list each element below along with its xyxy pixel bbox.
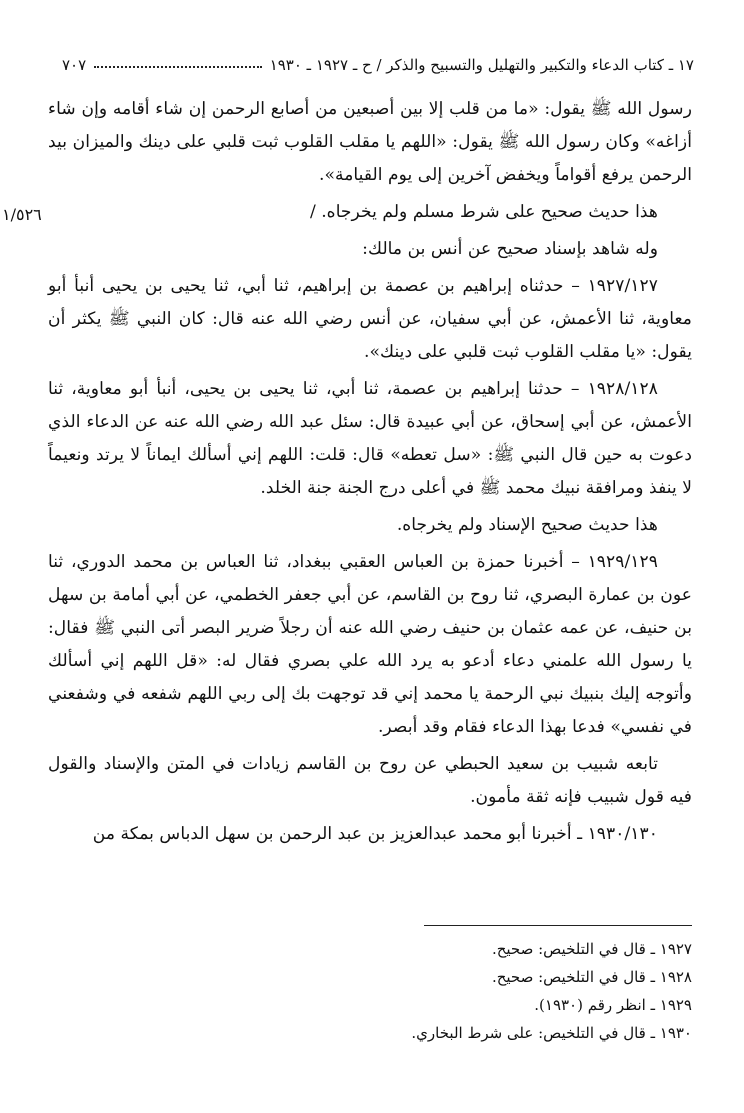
page-number: ٧٠٧ (62, 56, 87, 74)
paragraph-hadith-1929: ١٩٢٩/١٢٩ – أخبرنا حمزة بن العباس العقبي ببغداد، ثنا العباس بن محمد الدوري، ثنا عون بن عمارة البصري، ثنا روح بن القاسم، عن أبي جعفر الخطمي، عن أبي أمامة بن سهل بن حنيف، عن عمه عثمان بن حنيف رضي الله عنه أن رجلاً ضرير البصر أتى النبي ﷺ فقال: يا رسول الله علمني دعاء أدعو به يرد الله علي بصري فقال له: «قل اللهم إني أسألك وأتوجه إليك بنبيك نبي الرحمة يا محمد إني قد توجهت بك إلى ربي اللهم شفعه في وشفعني في نفسي» فدعا بهذا الدعاء فقام وقد أبصر. (48, 552, 692, 737)
paragraph-follow-up: تابعه شبيب بن سعيد الحبطي عن روح بن القاسم زيادات في المتن والإسناد والقول فيه قول شبيب فإنه ثقة مأمون. (48, 754, 692, 807)
paragraph-grading: هذا حديث صحيح على شرط مسلم ولم يخرجاه. / (309, 202, 658, 222)
footnote-item: ١٩٢٧ ـ قال في التلخيص: صحيح. (491, 940, 692, 958)
paragraph-hadith-continuation: رسول الله ﷺ يقول: «ما من قلب إلا بين أصبعين من أصابع الرحمن إن شاء أقامه وإن شاء أزاغه» وكان رسول الله ﷺ يقول: «اللهم يا مقلب القلوب ثبت قلبي على دينك والميزان بيد الرحمن يرفع أقواماً ويخفض آخرين إلى يوم القيامة». (48, 99, 692, 185)
footnote-item: ١٩٢٨ ـ قال في التلخيص: صحيح. (491, 968, 692, 986)
paragraph-grading-2: هذا حديث صحيح الإسناد ولم يخرجاه. (396, 515, 658, 535)
paragraph-witness: وله شاهد بإسناد صحيح عن أنس بن مالك: (362, 239, 658, 259)
paragraph-hadith-1930: ١٩٣٠/١٣٠ ـ أخبرنا أبو محمد عبدالعزيز بن عبد الرحمن بن سهل الدباس بمكة من (92, 824, 658, 844)
running-header (62, 50, 694, 80)
footnote-item: ١٩٣٠ ـ قال في التلخيص: على شرط البخاري. (411, 1024, 692, 1042)
paragraph-hadith-1928: ١٩٢٨/١٢٨ – حدثنا إبراهيم بن عصمة، ثنا أبي، ثنا يحيى بن يحيى، أنبأ أبو معاوية، ثنا الأعمش، عن أبي إسحاق، عن أبي عبيدة قال: سئل عبد الله رضي الله عنه عن الدعاء الذي دعوت به حين قال النبي ﷺ: «سل تعطه» قال: قلت: اللهم إني أسألك ايماناً لا يرتد ونعيماً لا ينفذ ومرافقة نبيك محمد ﷺ في أعلى درج الجنة جنة الخلد. (48, 379, 692, 498)
margin-reference: ١/٥٢٦ (2, 205, 42, 224)
footnotes (272, 935, 692, 1047)
leader-dots (94, 66, 261, 68)
footnote-divider (424, 925, 692, 926)
running-title: ١٧ ـ كتاب الدعاء والتكبير والتهليل والتسبيح والذكر / ح ـ ١٩٢٧ ـ ١٩٣٠ (269, 56, 694, 74)
footnote-item: ١٩٢٩ ـ انظر رقم (١٩٣٠). (534, 996, 692, 1014)
paragraph-hadith-1927: ١٩٢٧/١٢٧ – حدثناه إبراهيم بن عصمة بن إبراهيم، ثنا أبي، ثنا يحيى بن يحيى أنبأ أبو معاوية، ثنا الأعمش، عن أبي سفيان، عن أنس رضي الله عنه قال: كان النبي ﷺ يكثر أن يقول: «يا مقلب القلوب ثبت قلبي على دينك». (48, 276, 692, 362)
main-text (48, 93, 692, 855)
